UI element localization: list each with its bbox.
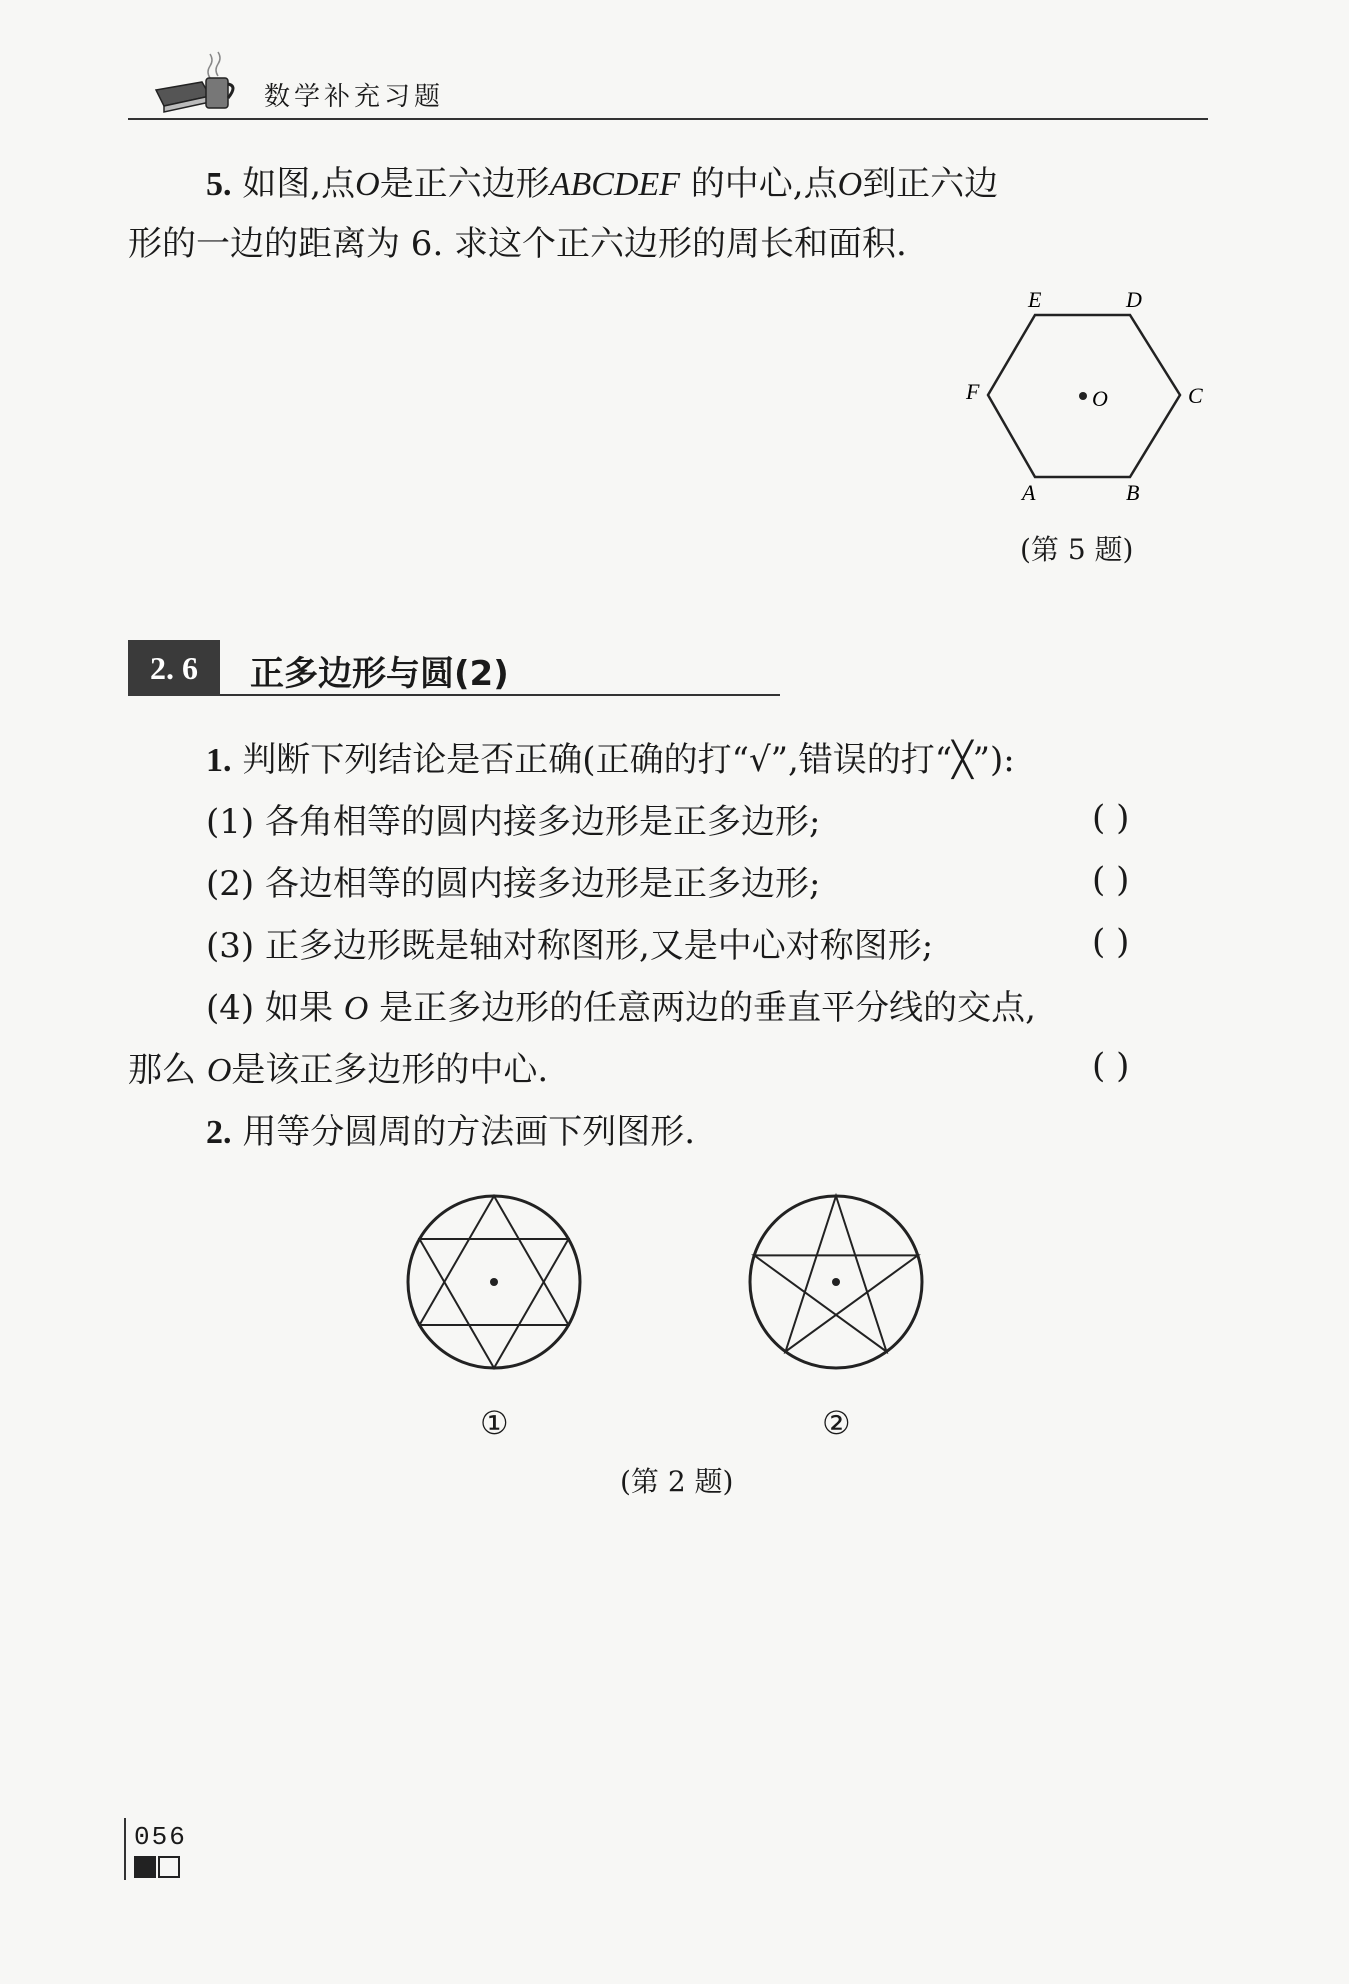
q5-caption: (第 5 题) — [1020, 533, 1134, 566]
q5-text-c: 的中心,点 — [690, 164, 838, 204]
label-o: O — [1092, 386, 1108, 411]
label-a: A — [1022, 480, 1036, 505]
section-rule — [220, 694, 780, 696]
book-title: 数学补充习题 — [264, 82, 445, 112]
header-rule — [128, 118, 1208, 120]
q5-point-o: O — [355, 166, 380, 203]
q1-stem-text: 判断下列结论是否正确(正确的打“√”,错误的打“╳”): — [242, 740, 1015, 780]
answer-blank-2: ( ) — [1092, 860, 1130, 900]
figure-1-label: ① — [480, 1404, 509, 1442]
q2-stem — [206, 1108, 695, 1157]
page-number-bar — [124, 1818, 126, 1880]
empty-square-icon — [158, 1856, 180, 1878]
filled-square-icon — [134, 1856, 156, 1878]
q1-item-4-line2 — [128, 1046, 548, 1095]
q1-item-1 — [206, 798, 820, 846]
section-title: 正多边形与圆(2) — [250, 654, 509, 694]
answer-blank-1: ( ) — [1092, 798, 1130, 838]
q1-item-2 — [206, 860, 820, 908]
page-header — [128, 30, 1208, 120]
q1-item-4 — [206, 984, 1036, 1033]
item4-line2-b: 是该正多边形的中心. — [231, 1050, 549, 1090]
q5-point-o-2: O — [837, 166, 863, 203]
item-text: 正多边形既是轴对称图形,又是中心对称图形; — [264, 926, 934, 966]
item-label: (1) — [206, 802, 255, 842]
label-f: F — [966, 379, 980, 404]
q2-caption: (第 2 题) — [620, 1465, 734, 1498]
hexagon-figure — [950, 285, 1210, 515]
q5-text-a: 如图,点 — [242, 164, 356, 204]
q5-line2: 形的一边的距离为 6. 求这个正六边形的周长和面积. — [128, 224, 907, 264]
q5-number: 5. — [206, 166, 232, 203]
label-c: C — [1188, 383, 1203, 408]
page-marker — [134, 1856, 182, 1878]
item4-line2-point-o: O — [206, 1052, 232, 1089]
book-and-cup-icon — [152, 48, 242, 118]
star-of-david-figure — [404, 1192, 584, 1372]
item4-point-o: O — [343, 990, 369, 1027]
item-label: (4) — [206, 988, 255, 1028]
label-d: D — [1126, 287, 1142, 312]
page-number: 056 — [134, 1822, 187, 1852]
pentagram-figure — [746, 1192, 926, 1372]
item-label: (2) — [206, 864, 255, 904]
item-text: 各边相等的圆内接多边形是正多边形; — [264, 864, 821, 904]
item-text: 各角相等的圆内接多边形是正多边形; — [264, 802, 821, 842]
q5-text-b: 是正六边形 — [379, 164, 550, 204]
q5-hexagon-name: ABCDEF — [549, 166, 680, 203]
item4-text-a: 如果 — [264, 988, 333, 1028]
q1-stem — [206, 736, 1015, 785]
section-number: 2. 6 — [128, 640, 220, 696]
q2-number: 2. — [206, 1114, 232, 1151]
q2-stem-text: 用等分圆周的方法画下列图形. — [242, 1112, 696, 1152]
figure-2-label: ② — [822, 1404, 851, 1442]
label-e: E — [1028, 287, 1042, 312]
q5-text-d: 到正六边 — [862, 164, 999, 204]
item4-line2-a: 那么 — [128, 1050, 196, 1090]
q5-line1 — [206, 160, 998, 209]
q1-number: 1. — [206, 742, 232, 779]
label-b: B — [1126, 480, 1140, 505]
answer-blank-4: ( ) — [1092, 1046, 1130, 1086]
q1-item-3 — [206, 922, 933, 970]
item-label: (3) — [206, 926, 255, 966]
center-point — [1079, 392, 1087, 400]
answer-blank-3: ( ) — [1092, 922, 1130, 962]
item4-text-b: 是正多边形的任意两边的垂直平分线的交点, — [379, 988, 1036, 1028]
